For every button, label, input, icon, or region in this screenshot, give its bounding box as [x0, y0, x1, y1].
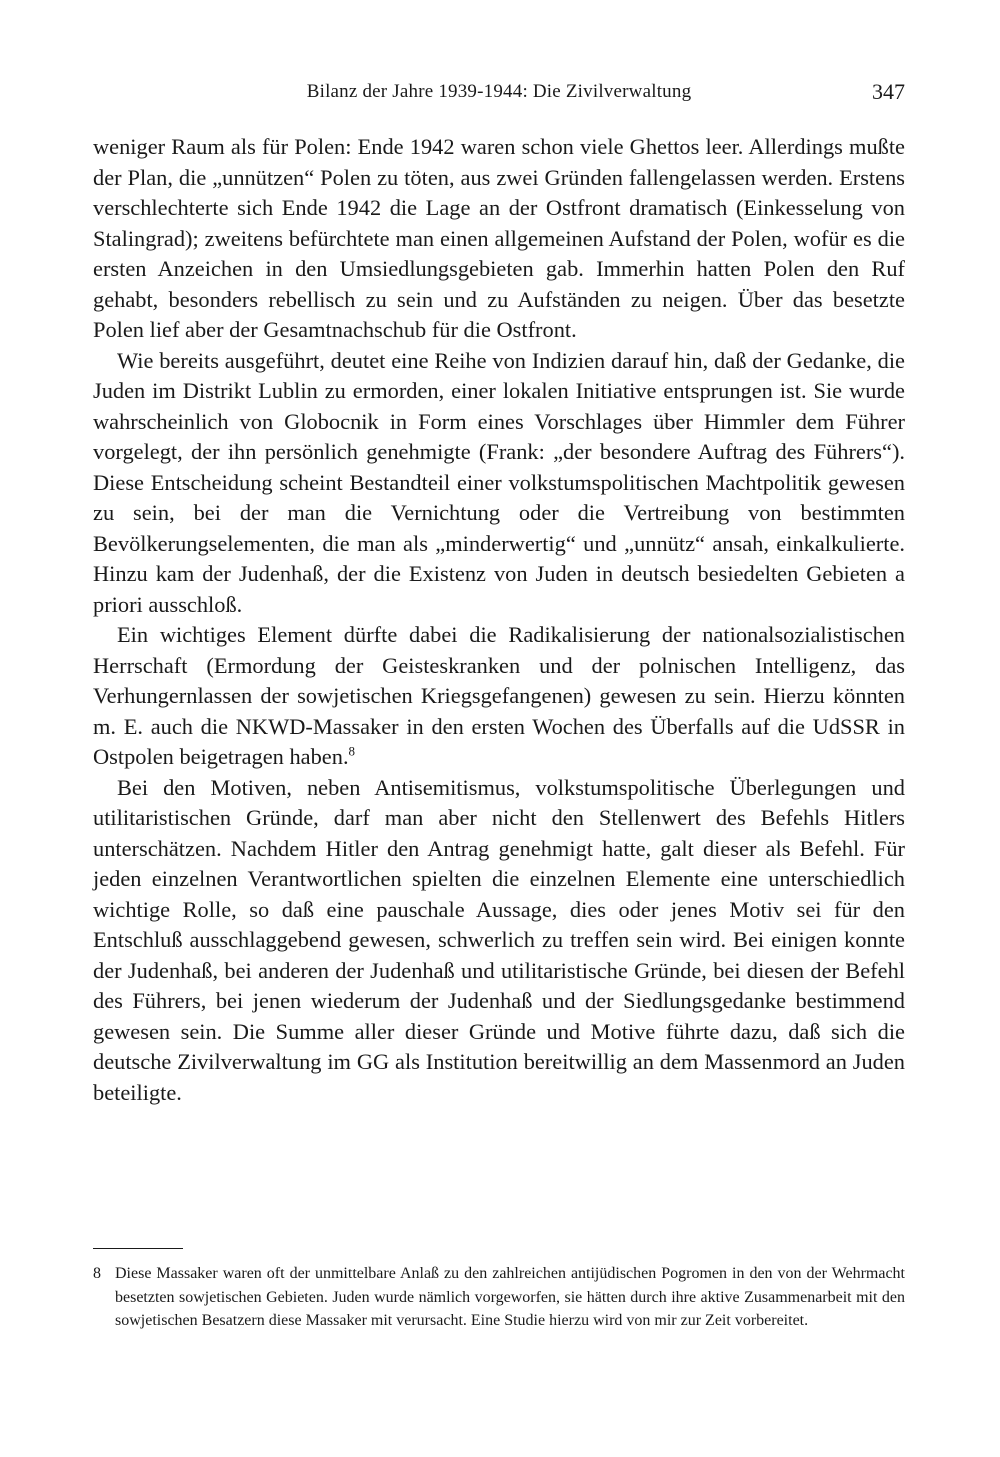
- footnote-reference: 8: [348, 743, 356, 759]
- paragraph-2: Wie bereits ausgeführt, deutet eine Reihe von Indizien darauf hin, daß der Gedanke, die Juden im Distrikt Lublin zu ermorden, einer lokalen Initiative entsprungen ist. Sie wurde wahrscheinlich von Globocnik in Form eines Vorschlages über Himmler dem Führer vorgelegt, der ihn persönlich genehmigte (Frank: „der besondere Auftrag des Führers“). Diese Entscheidung scheint Bestandteil einer volkstumspolitischen Machtpolitik gewesen zu sein, bei der man die Vernichtung oder die Vertreibung von bestimmten Bevölkerungselementen, die man als „minderwertig“ und „unnütz“ ansah, einkalkulierte. Hinzu kam der Judenhaß, der die Existenz von Juden in deutsch besiedelten Gebieten a priori ausschloß.: [93, 347, 905, 617]
- page-number: 347: [872, 79, 905, 104]
- running-head: [93, 76, 905, 108]
- footnote-number: 8: [93, 1265, 101, 1282]
- footnote-text: Diese Massaker waren oft der unmittelbare Anlaß zu den zahlreichen antijüdischen Pogromen in den von der Wehrmacht besetzten sowjetischen Gebieten. Juden wurde nämlich vorgeworfen, sie hätten durch ihre aktive Zusammenarbeit mit den sowjetischen Besatzern diese Massaker mit verursacht. Eine Studie hierzu wird von mir zur Zeit vorbereitet.: [115, 1265, 905, 1329]
- paragraph-1: weniger Raum als für Polen: Ende 1942 waren schon viele Ghettos leer. Allerdings mußte der Plan, die „unnützen“ Polen zu töten, aus zwei Gründen fallengelassen werden. Erstens verschlechterte sich Ende 1942 die Lage an der Ostfront dramatisch (Einkesselung von Stalingrad); zweitens befürchtete man einen allgemeinen Aufstand der Polen, wofür es die ersten Anzeichen in den Umsiedlungsgebieten gab. Immerhin hatten Polen den Ruf gehabt, besonders rebellisch zu sein und zu Aufständen zu neigen. Über das besetzte Polen lief aber der Gesamtnachschub für die Ostfront.: [93, 134, 905, 342]
- footnote-rule: [93, 1248, 183, 1249]
- footnote: [93, 1262, 905, 1333]
- paragraph-3-text: Ein wichtiges Element dürfte dabei die Radikalisierung der nationalsozialistischen Herrschaft (Ermordung der Geisteskranken und der polnischen Intelligenz, das Verhungernlassen der sowjetischen Kriegsgefangenen) gewesen zu sein. Hierzu könnten m. E. auch die NKWD-Massaker in den ersten Wochen des Überfalls auf die UdSSR in Ostpolen beigetragen haben.: [93, 622, 905, 769]
- paragraph-3: [93, 620, 905, 773]
- body-text: [93, 132, 905, 1108]
- running-title: Bilanz der Jahre 1939-1944: Die Zivilverwaltung: [306, 81, 692, 102]
- paragraph-4: Bei den Motiven, neben Antisemitismus, volkstumspolitische Überlegungen und utilitaristischen Gründe, darf man aber nicht den Stellenwert des Befehls Hitlers unterschätzen. Nachdem Hitler den Antrag genehmigt hatte, galt dieser als Befehl. Für jeden einzelnen Verantwortlichen spielten die einzelnen Elemente eine unterschiedlich wichtige Rolle, so daß eine pauschale Aussage, dies oder jenes Motiv sei für den Entschluß ausschlaggebend gewesen, schwerlich zu treffen sein wird. Bei einigen konnte der Judenhaß, bei anderen der Judenhaß und utilitaristische Gründe, bei diesen der Befehl des Führers, bei jenen wiederum der Judenhaß und der Siedlungsgedanke bestimmend gewesen sein. Die Summe aller dieser Gründe und Motive führte dazu, daß sich die deutsche Zivilverwaltung im GG als Institution bereitwillig an dem Massenmord an Juden beteiligte.: [93, 774, 905, 1105]
